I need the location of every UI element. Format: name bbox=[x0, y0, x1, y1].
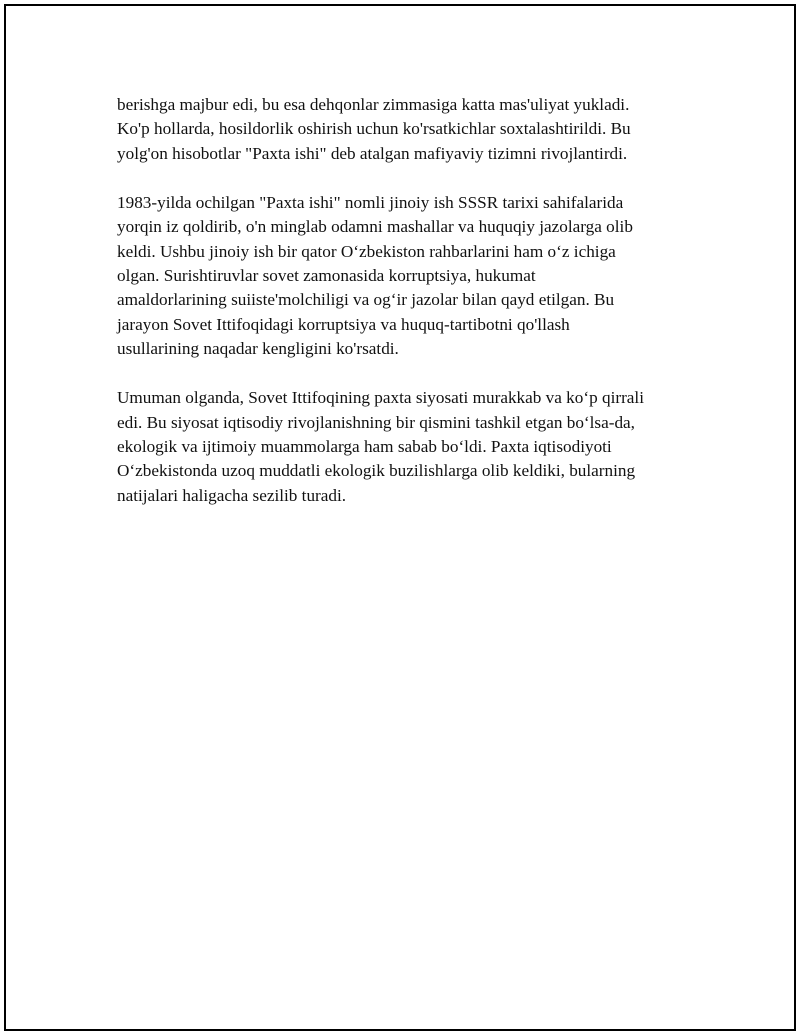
paragraph-line: olgan. Surishtiruvlar sovet zamonasida korruptsiya, hukumat bbox=[117, 266, 536, 286]
paragraph-line: edi. Bu siyosat iqtisodiy rivojlanishning bir qismini tashkil etgan bo‘lsa-da, bbox=[117, 412, 635, 432]
paragraph-line: amaldorlarining suiiste'molchiligi va og‘ir jazolar bilan qayd etilgan. Bu bbox=[117, 290, 615, 310]
paragraph-line: Ko'p hollarda, hosildorlik oshirish uchun ko'rsatkichlar soxtalashtirildi. Bu bbox=[117, 119, 631, 139]
paragraph-line: berishga majbur edi, bu esa dehqonlar zimmasiga katta mas'uliyat yukladi. bbox=[117, 95, 630, 114]
paragraph-line: usullarining naqadar kengligini ko'rsatdi. bbox=[117, 339, 399, 359]
paragraph-line: yolg'on hisobotlar "Paxta ishi" deb atalgan mafiyaviy tizimni rivojlantirdi. bbox=[117, 143, 628, 163]
paragraph-line: 1983-yilda ochilgan "Paxta ishi" nomli jinoiy ish SSSR tarixi sahifalarida bbox=[117, 192, 624, 212]
paragraph-2 bbox=[117, 191, 707, 362]
paragraph-line: natijalari haligacha sezilib turadi. bbox=[117, 485, 347, 505]
paragraph-line: Umuman olganda, Sovet Ittifoqining paxta siyosati murakkab va ko‘p qirrali bbox=[117, 388, 644, 408]
paragraph-1 bbox=[117, 93, 707, 166]
paragraph-3 bbox=[117, 386, 707, 508]
paragraph-line: O‘zbekistonda uzoq muddatli ekologik buzilishlarga olib keldiki, bularning bbox=[117, 461, 636, 481]
paragraph-line: ekologik va ijtimoiy muammolarga ham sabab bo‘ldi. Paxta iqtisodiyoti bbox=[117, 437, 612, 457]
paragraph-line: keldi. Ushbu jinoiy ish bir qator O‘zbekiston rahbarlarini ham o‘z ichiga bbox=[117, 241, 616, 261]
paragraph-line: jarayon Sovet Ittifoqidagi korruptsiya va huquq-tartibotni qo'llash bbox=[117, 314, 570, 334]
document-body bbox=[117, 93, 707, 533]
paragraph-line: yorqin iz qoldirib, o'n minglab odamni mashallar va huquqiy jazolarga olib bbox=[117, 217, 633, 237]
